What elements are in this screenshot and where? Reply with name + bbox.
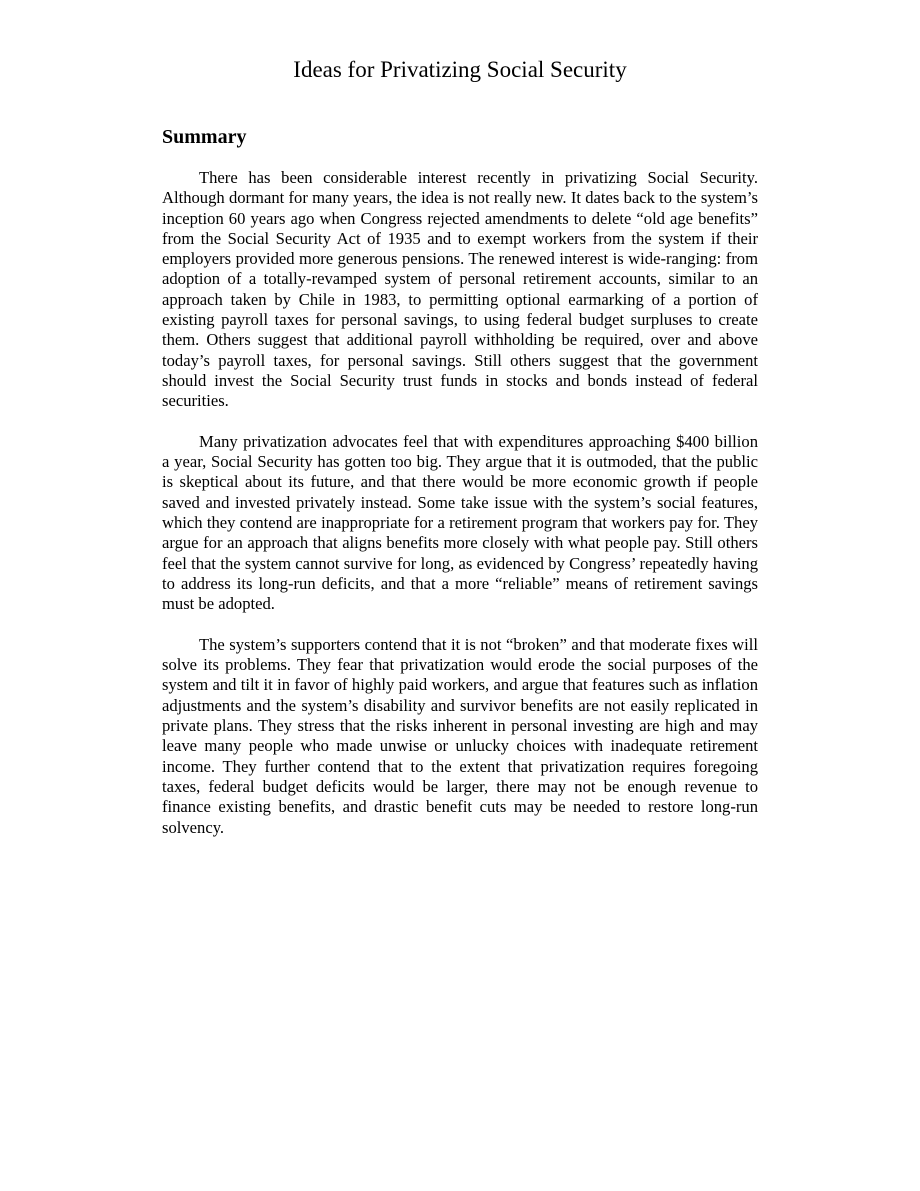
document-title: Ideas for Privatizing Social Security	[293, 57, 627, 82]
summary-body	[162, 168, 758, 858]
section-heading-summary: Summary	[162, 126, 247, 148]
paragraph-2: Many privatization advocates feel that with expenditures approaching $400 billion a year, Social Security has gotten too big. They argue that it is outmoded, that the public is skeptical about its future, and that there would be more economic growth if people saved and invested privately instead. Some take issue with the system’s social features, which they contend are inappropriate for a retirement program that workers pay for. They argue for an approach that aligns benefits more closely with what people pay. Still others feel that the system cannot survive for long, as evidenced by Congress’ repeatedly having to address its long-run deficits, and that a more “reliable” means of retirement savings must be adopted.	[162, 431, 758, 614]
paragraph-1: There has been considerable interest recently in privatizing Social Security. Although dormant for many years, the idea is not really new. It dates back to the system’s inception 60 years ago when Congress rejected amendments to delete “old age benefits” from the Social Security Act of 1935 and to exempt workers from the system if their employers provided more generous pensions. The renewed interest is wide-ranging: from adoption of a totally-revamped system of personal retirement accounts, similar to an approach taken by Chile in 1983, to permitting optional earmarking of a portion of existing payroll taxes for personal savings, to using federal budget surpluses to create them. Others suggest that additional payroll withholding be required, over and above today’s payroll taxes, for personal savings. Still others suggest that the government should invest the Social Security trust funds in stocks and bonds instead of federal securities.	[162, 168, 758, 411]
paragraph-3: The system’s supporters contend that it is not “broken” and that moderate fixes will solve its problems. They fear that privatization would erode the social purposes of the system and tilt it in favor of highly paid workers, and argue that features such as inflation adjustments and the system’s disability and survivor benefits are not easily replicated in private plans. They stress that the risks inherent in personal investing are high and may leave many people who made unwise or unlucky choices with inadequate retirement income. They further contend that to the extent that privatization requires foregoing taxes, federal budget deficits would be larger, there may not be enough revenue to finance existing benefits, and drastic benefit cuts may be needed to restore long-run solvency.	[162, 634, 758, 837]
